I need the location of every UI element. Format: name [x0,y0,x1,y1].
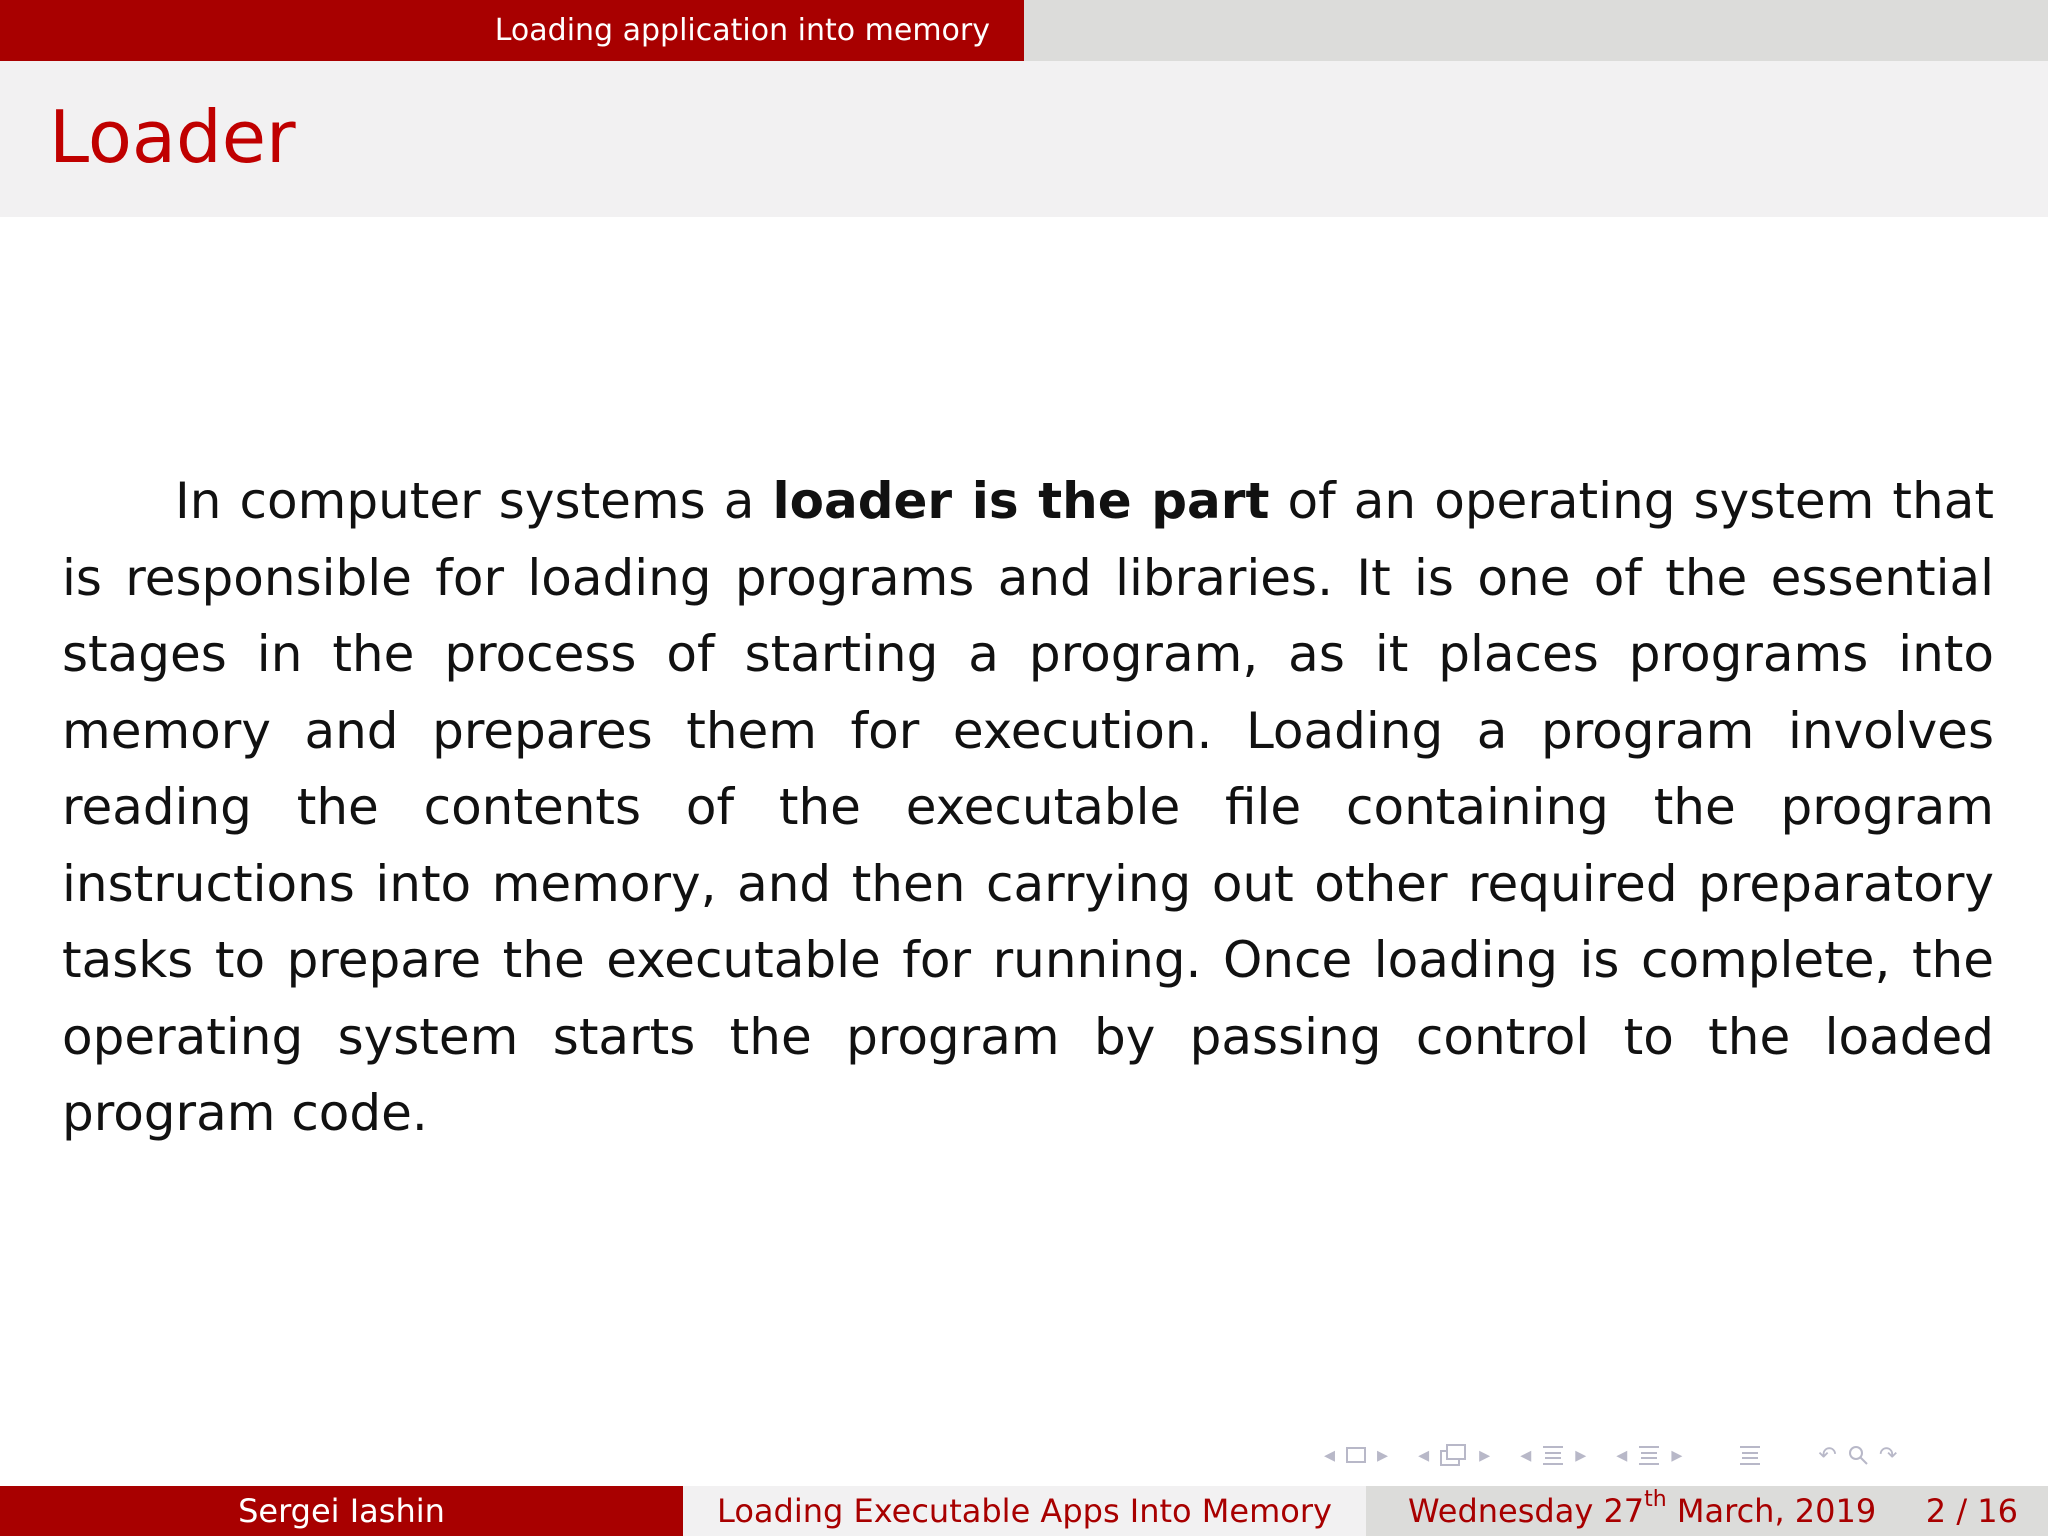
date-rest: March, 2019 [1666,1492,1877,1530]
nav-prev-section-icon[interactable]: ◂ [1520,1442,1532,1468]
body-rest: of an operating system that is responsible for loading programs and libraries. It is one of the essential stages in the process of starting a program, as it places programs into memory and prepares them for execution. Loading a program involves reading the contents of the executable file containing the program instructions into memory, and then carrying out other required preparatory tasks to prepare the executable for running. Once loading is complete, the operating system starts the program by passing control to the loaded program code. [62,472,1994,1142]
nav-prev-frame-icon[interactable]: ◂ [1324,1442,1336,1468]
nav-next-frame-icon[interactable]: ▸ [1377,1442,1389,1468]
nav-appendix-icon[interactable] [1738,1444,1762,1466]
frame-title-bar [0,61,2048,217]
footer-date [1408,1486,1876,1536]
nav-next-section-icon[interactable]: ▸ [1575,1442,1587,1468]
nav-subsection-icon[interactable] [1439,1443,1469,1467]
date-suffix: th [1644,1487,1667,1513]
frame-title: Loader [49,95,296,179]
beamer-navigation-symbols [1324,1441,2034,1469]
footer-date-page [1366,1486,2048,1536]
nav-next-subsection-icon[interactable]: ▸ [1479,1442,1491,1468]
nav-back-icon[interactable]: ↶ [1818,1442,1837,1468]
nav-prev-doc-icon[interactable]: ◂ [1616,1442,1628,1468]
section-navigation-tab[interactable]: Loading application into memory [0,0,1024,61]
body-paragraph [62,463,1994,1152]
date-day: Wednesday 27 [1408,1492,1645,1530]
page-number: 2 / 16 [1925,1492,2018,1530]
body-lead: In computer systems a [175,472,773,530]
footer-author: Sergei Iashin [0,1486,683,1536]
nav-frame-icon[interactable] [1345,1446,1367,1464]
body-emphasis: loader is the part [772,472,1270,530]
footer-title: Loading Executable Apps Into Memory [683,1486,1366,1536]
nav-forward-icon[interactable]: ↷ [1878,1442,1898,1468]
footer [0,1486,2048,1536]
nav-search-icon[interactable] [1847,1444,1869,1466]
nav-next-doc-icon[interactable]: ▸ [1671,1442,1683,1468]
nav-section-icon[interactable] [1541,1444,1565,1466]
nav-prev-subsection-icon[interactable]: ◂ [1418,1442,1430,1468]
nav-doc-icon[interactable] [1637,1444,1661,1466]
